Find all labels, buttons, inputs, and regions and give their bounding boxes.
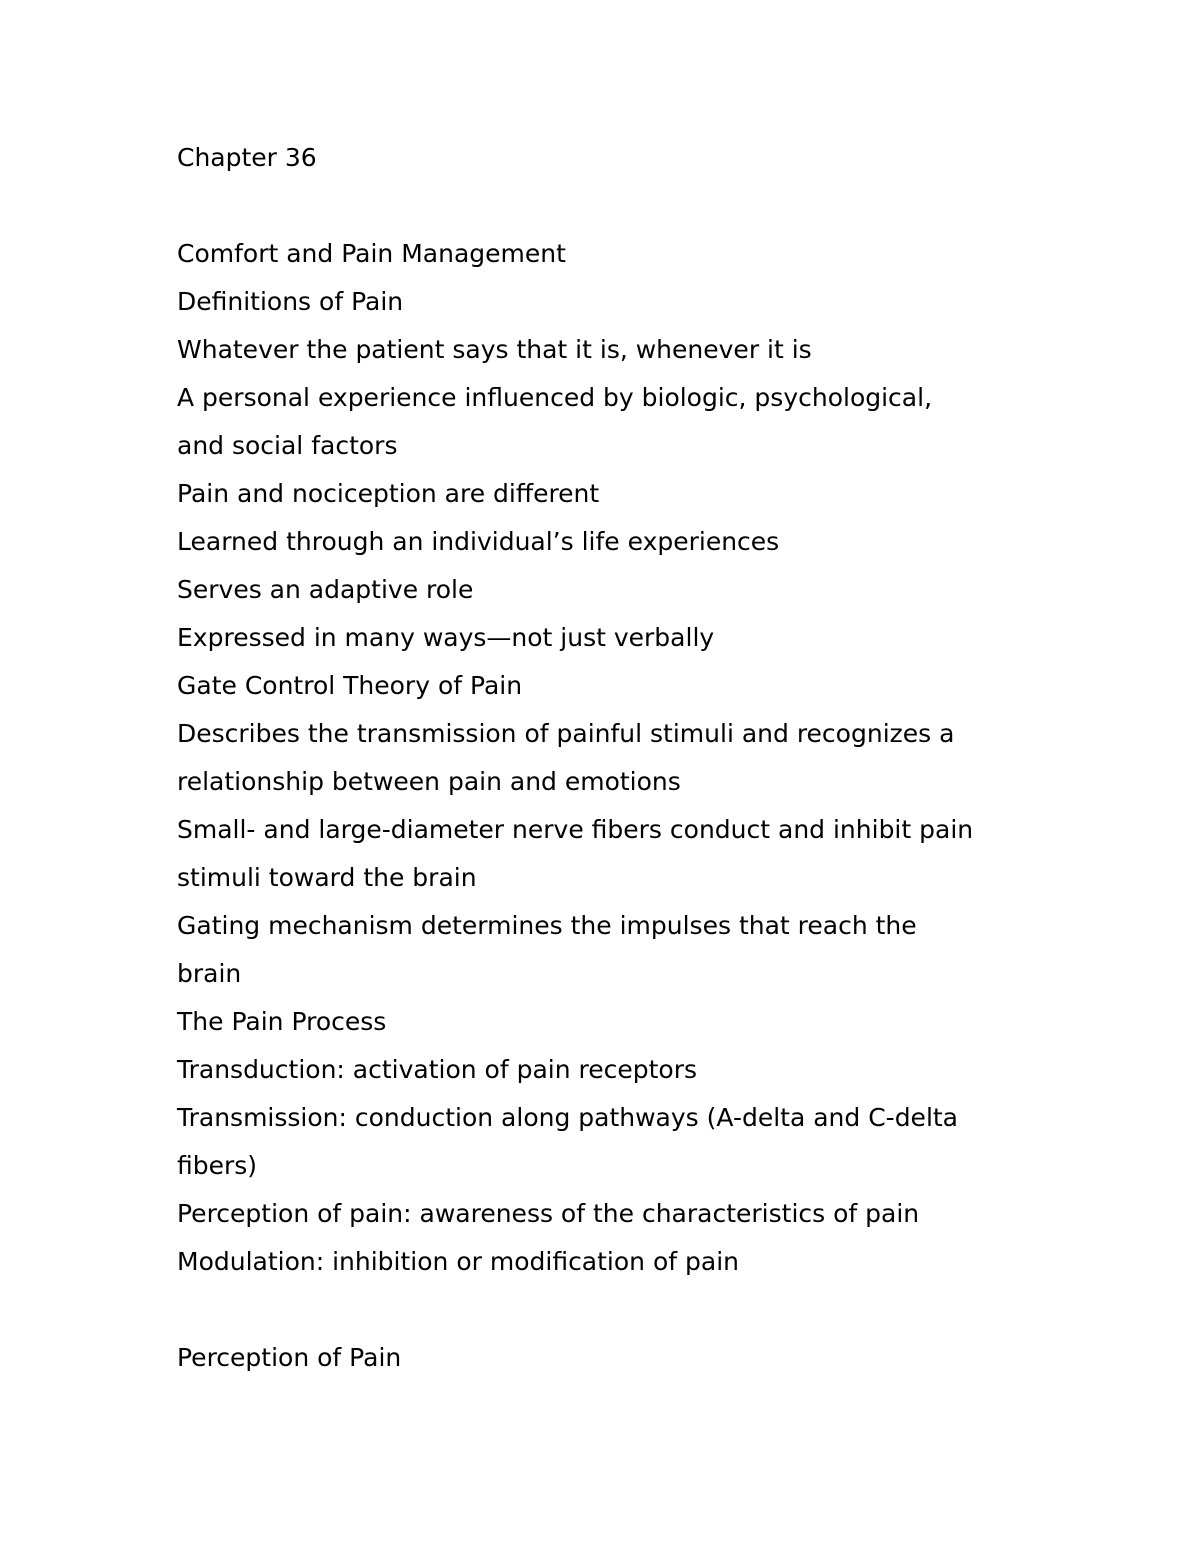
- blank-line: [177, 182, 1077, 230]
- text-line: Pain and nociception are different: [177, 479, 600, 508]
- text-line: Describes the transmission of painful stimuli and recognizes a: [177, 719, 955, 748]
- text-line: and social factors: [177, 431, 398, 460]
- text-line: Transmission: conduction along pathways (A-delta and C-delta: [177, 1103, 959, 1132]
- text-line: Serves an adaptive role: [177, 575, 474, 604]
- topic-heading: Definitions of Pain: [177, 287, 404, 316]
- topic-heading: The Pain Process: [177, 1007, 387, 1036]
- text-line: Perception of pain: awareness of the characteristics of pain: [177, 1199, 920, 1228]
- text-line: Transduction: activation of pain receptors: [177, 1055, 698, 1084]
- topic-heading: Gate Control Theory of Pain: [177, 671, 523, 700]
- text-line: relationship between pain and emotions: [177, 767, 681, 796]
- text-line: Learned through an individual’s life experiences: [177, 527, 780, 556]
- chapter-heading: Chapter 36: [177, 143, 317, 172]
- text-line: Whatever the patient says that it is, whenever it is: [177, 335, 812, 364]
- section-title: Comfort and Pain Management: [177, 239, 566, 268]
- text-line: Gating mechanism determines the impulses that reach the: [177, 911, 917, 940]
- text-line: Small- and large-diameter nerve fibers conduct and inhibit pain: [177, 815, 974, 844]
- text-line: Modulation: inhibition or modification of pain: [177, 1247, 739, 1276]
- text-line: stimuli toward the brain: [177, 863, 477, 892]
- text-line: Expressed in many ways—not just verbally: [177, 623, 715, 652]
- text-line: A personal experience influenced by biologic, psychological,: [177, 383, 933, 412]
- text-line: brain: [177, 959, 242, 988]
- blank-line: [177, 1286, 1077, 1334]
- text-line: fibers): [177, 1151, 258, 1180]
- document-body: [177, 134, 1077, 1382]
- topic-heading: Perception of Pain: [177, 1343, 402, 1372]
